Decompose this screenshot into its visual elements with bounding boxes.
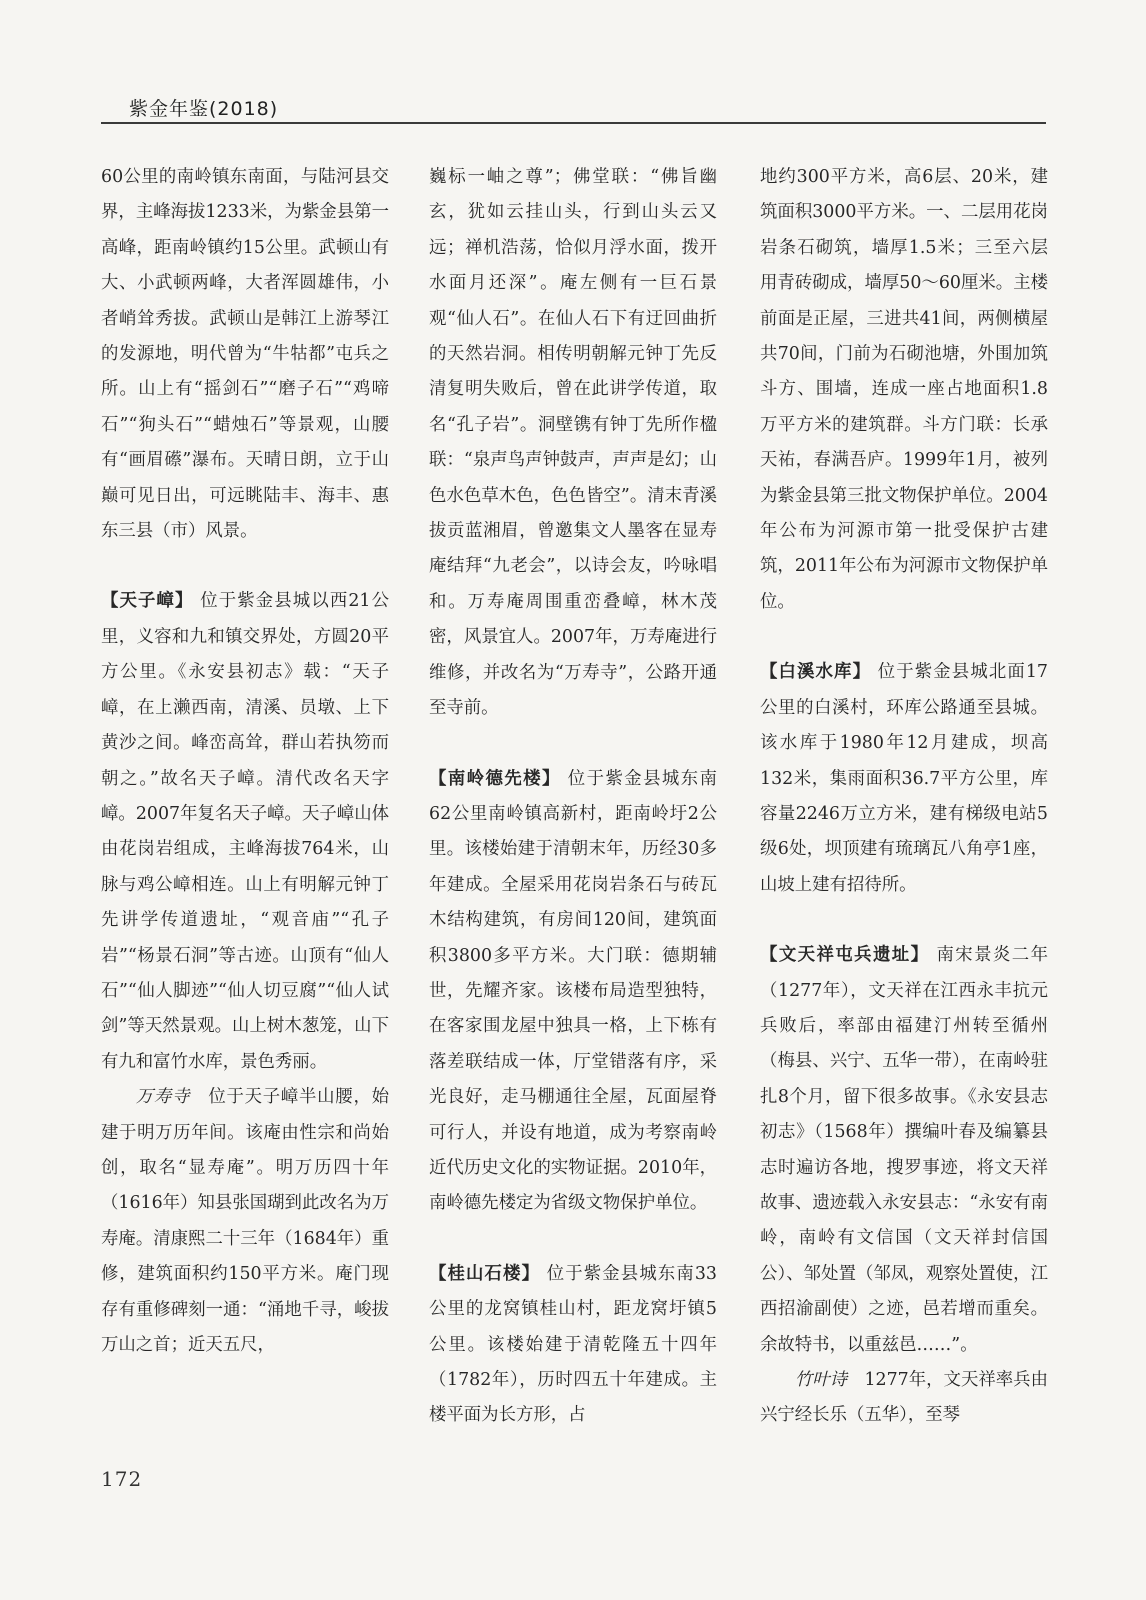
text-column-1 bbox=[101, 160, 389, 1363]
paragraph-guishan-continued: 地约300平方米，高6层、20米，建筑面积3000平方米。一、二层用花岗岩条石砌筑，墙厚1.5米；三至六层用青砖砌成，墙厚50～60厘米。主楼前面是正屋，三进共41间，两侧横屋共70间，门前为石砌池塘，外围加筑斗方、围墙，连成一座占地面积1.8万平方米的建筑群。斗方门联：长承天祐，春满吾庐。1999年1月，被列为紫金县第三批文物保护单位。2004年公布为河源市第一批受保护古建筑，2011年公布为河源市文物保护单位。 bbox=[760, 167, 1048, 612]
paragraph-gap bbox=[429, 727, 717, 762]
entry-zhuye bbox=[760, 1363, 1048, 1434]
entry-title-tianzi: 【天子嶂】 bbox=[101, 591, 194, 612]
entry-title-wanshou: 万寿寺 bbox=[135, 1087, 191, 1108]
entry-title-guishan: 【桂山石楼】 bbox=[429, 1263, 541, 1284]
entry-dexian bbox=[429, 762, 717, 1222]
entry-title-zhuye: 竹叶诗 bbox=[794, 1370, 848, 1390]
entry-wentianxiang bbox=[760, 938, 1048, 1363]
entry-tianzi bbox=[101, 584, 389, 1080]
entry-text-baixi: 位于紫金县城北面17公里的白溪村，环库公路通至县城。该水库于1980年12月建成，坝高132米，集雨面积36.7平方公里，库容量2246万立方米，建有梯级电站5级6处，坝顶建有琉璃瓦八角亭1座，山坡上建有招待所。 bbox=[760, 662, 1048, 895]
running-header bbox=[101, 94, 1046, 126]
entry-text-dexian: 位于紫金县城东南62公里南岭镇高新村，距南岭圩2公里。该楼始建于清朝末年，历经30多年建成。全屋采用花岗岩条石与砖瓦木结构建筑，有房间120间，建筑面积3800多平方米。大门联：德期辅世，先耀齐家。该楼布局造型独特，在客家围龙屋中独具一格，上下栋有落差联结成一体，厅堂错落有序，采光良好，走马棚通往全屋，瓦面屋脊可行人，并设有地道，成为考察南岭近代历史文化的实物证据。2010年，南岭德先楼定为省级文物保护单位。 bbox=[429, 768, 717, 1214]
entry-guishan bbox=[429, 1257, 717, 1434]
paragraph-gap bbox=[760, 903, 1048, 938]
paragraph-gap bbox=[760, 620, 1048, 655]
paragraph-wudun-continued: 60公里的南岭镇东南面，与陆河县交界，主峰海拔1233米，为紫金县第一高峰，距南岭镇约15公里。武顿山有大、小武顿两峰，大者浑圆雄伟，小者峭耸秀拔。武顿山是韩江上游琴江的发源地，明代曾为“牛牯都”屯兵之所。山上有“摇剑石”“磨子石”“鸡啼石”“狗头石”“蜡烛石”等景观，山腰有“画眉礤”瀑布。天晴日朗，立于山巅可见日出，可远眺陆丰、海丰、惠东三县（市）风景。 bbox=[101, 167, 389, 542]
entry-title-wentianxiang: 【文天祥屯兵遗址】 bbox=[760, 945, 930, 966]
entry-text-tianzi: 位于紫金县城以西21公里，义容和九和镇交界处，方圆20平方公里。《永安县初志》载：“天子嶂，在上濑西南，清溪、员墩、上下黄沙之间。峰峦高耸，群山若执笏而朝之。”故名天子嶂。清代改名天字嶂。2007年复名天子嶂。天子嶂山体由花岗岩组成，主峰海拔764米，山脉与鸡公嶂相连。山上有明解元钟丁先讲学传道遗址，“观音庙”“孔子岩”“杨景石洞”等古迹。山顶有“仙人石”“仙人脚迹”“仙人切豆腐”“仙人试剑”等天然景观。山上树木葱笼，山下有九和富竹水库，景色秀丽。 bbox=[101, 591, 389, 1072]
paragraph-gap bbox=[429, 1222, 717, 1257]
text-column-2 bbox=[429, 160, 717, 1434]
entry-text-wentianxiang: 南宋景炎二年（1277年），文天祥在江西永丰抗元兵败后，率部由福建汀州转至循州（梅县、兴宁、五华一带），在南岭驻扎8个月，留下很多故事。《永安县志初志》（1568年）撰编叶春及编纂县志时遍访各地，搜罗事迹，将文天祥故事、遗迹载入永安县志：“永安有南岭，南岭有文信国（文天祥封信国公）、邹处置（邹凤，观察处置使，江西招渝副使）之迹，邑若增而重矣。余故特书，以重兹邑……”。 bbox=[760, 945, 1048, 1355]
paragraph-gap bbox=[101, 549, 389, 584]
text-column-3 bbox=[760, 160, 1048, 1434]
entry-text-guishan: 位于紫金县城东南33公里的龙窝镇桂山村，距龙窝圩镇5公里。该楼始建于清乾隆五十四年（1782年），历时四五十年建成。主楼平面为长方形，占 bbox=[429, 1263, 717, 1426]
header-rule bbox=[101, 122, 1046, 124]
entry-title-baixi: 【白溪水库】 bbox=[760, 662, 872, 683]
header-title: 紫金年鉴(2018) bbox=[129, 98, 279, 120]
entry-title-dexian: 【南岭德先楼】 bbox=[429, 768, 561, 789]
entry-text-wanshou: 位于天子嶂半山腰，始建于明万历年间。该庵由性宗和尚始创，取名“显寿庵”。明万历四十年（1616年）知县张国瑚到此改名为万寿庵。清康熙二十三年（1684年）重修，建筑面积约150平方米。庵门现存有重修碑刻一通：“涌地千寻，峻拔万山之首；近天五尺， bbox=[101, 1087, 389, 1355]
paragraph-wanshou-continued: 巍标一岫之尊”；佛堂联：“佛旨幽玄，犹如云挂山头，行到山头云又远；禅机浩荡，恰似月浮水面，拨开水面月还深”。庵左侧有一巨石景观“仙人石”。在仙人石下有迂回曲折的天然岩洞。相传明朝解元钟丁先反清复明失败后，曾在此讲学传道，取名“孔子岩”。洞壁镌有钟丁先所作楹联：“泉声鸟声钟鼓声，声声是幻；山色水色草木色，色色皆空”。清末青溪拔贡蓝湘眉，曾邀集文人墨客在显寿庵结拜“九老会”，以诗会友，吟咏唱和。万寿庵周围重峦叠嶂，林木茂密，风景宜人。2007年，万寿庵进行维修，并改名为“万寿寺”，公路开通至寺前。 bbox=[429, 167, 717, 719]
entry-text-zhuye: 1277年，文天祥率兵由兴宁经长乐（五华），至琴 bbox=[760, 1370, 1048, 1426]
page-number: 172 bbox=[101, 1467, 143, 1491]
entry-wanshou bbox=[101, 1080, 389, 1363]
entry-baixi bbox=[760, 655, 1048, 903]
